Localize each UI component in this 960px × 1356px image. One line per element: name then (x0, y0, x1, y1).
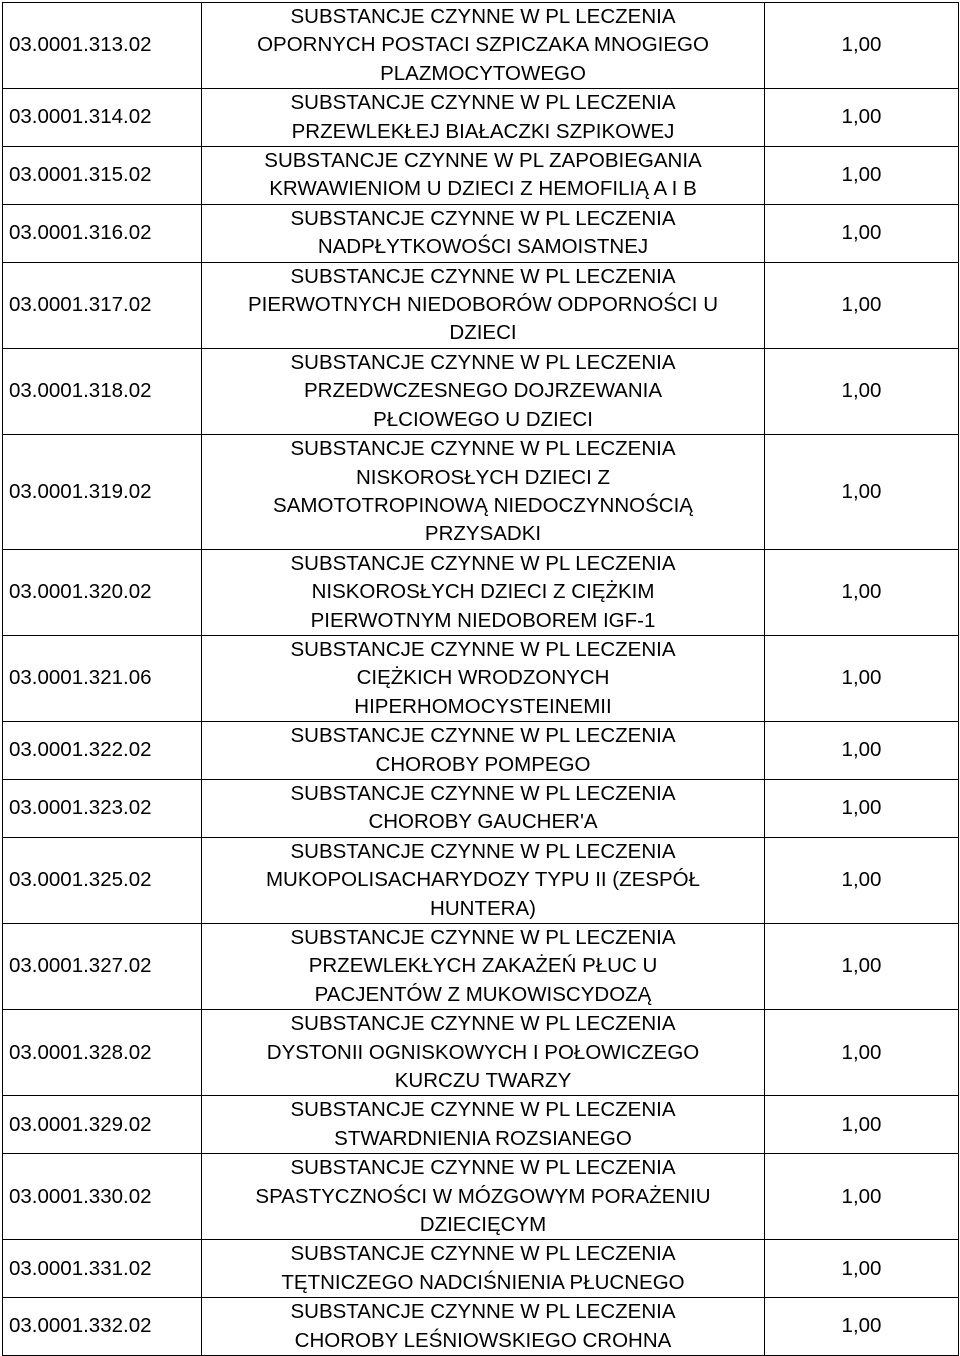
procedure-code: 03.0001.313.02 (3, 3, 202, 89)
table-body (3, 3, 959, 1356)
description-line: SUBSTANCJE CZYNNE W PL LECZENIA (290, 1300, 676, 1324)
description-line: SUBSTANCJE CZYNNE W PL LECZENIA (290, 926, 676, 949)
description-line: SUBSTANCJE CZYNNE W PL LECZENIA (290, 264, 676, 288)
description-line: PRZEDWCZESNEGO DOJRZEWANIA (304, 379, 662, 403)
description-line: DZIECIĘCYM (419, 1213, 547, 1237)
description-line: SUBSTANCJE CZYNNE W PL LECZENIA (290, 1098, 676, 1122)
procedure-code: 03.0001.314.02 (3, 89, 202, 147)
procedure-value: 1,00 (765, 89, 959, 147)
procedure-code: 03.0001.317.02 (3, 262, 202, 348)
table-row (3, 635, 959, 721)
table-row (3, 1240, 959, 1298)
description-line: NADPŁYTKOWOŚCI SAMOISTNEJ (317, 235, 649, 259)
description-line: SUBSTANCJE CZYNNE W PL LECZENIA (290, 1012, 676, 1036)
table-row (3, 924, 959, 1010)
description-line: SUBSTANCJE CZYNNE W PL LECZENIA (290, 1156, 676, 1180)
description-line: KURCZU TWARZY (394, 1069, 572, 1093)
table-row (3, 89, 959, 147)
procedure-description (202, 89, 765, 147)
description-line: TĘTNICZEGO NADCIŚNIENIA PŁUCNEGO (281, 1270, 685, 1294)
procedure-code: 03.0001.325.02 (3, 837, 202, 923)
procedure-code: 03.0001.330.02 (3, 1154, 202, 1240)
procedure-description (202, 837, 765, 923)
description-line: DZIECI (449, 321, 517, 345)
procedure-value: 1,00 (765, 262, 959, 348)
description-line: PIERWOTNYM NIEDOBOREM IGF-1 (310, 608, 656, 632)
procedure-code: 03.0001.319.02 (3, 435, 202, 550)
description-line: PŁCIOWEGO U DZIECI (373, 407, 593, 431)
procedure-value: 1,00 (765, 722, 959, 780)
procedure-description (202, 1298, 765, 1356)
description-line: CHOROBY GAUCHER'A (368, 810, 598, 834)
description-line: SUBSTANCJE CZYNNE W PL LECZENIA (290, 637, 676, 661)
procedure-description (202, 348, 765, 434)
procedure-value: 1,00 (765, 1298, 959, 1356)
description-line: SUBSTANCJE CZYNNE W PL LECZENIA (290, 551, 676, 575)
description-line: STWARDNIENIA ROZSIANEGO (334, 1126, 632, 1150)
description-line: PACJENTÓW Z MUKOWISCYDOZĄ (314, 982, 652, 1006)
procedure-description (202, 262, 765, 348)
description-line: PRZYSADKI (424, 522, 542, 546)
description-line: CIĘŻKICH WRODZONYCH (356, 666, 610, 690)
description-line: MUKOPOLISACHARYDOZY TYPU II (ZESPÓŁ (265, 868, 701, 892)
description-line: PLAZMOCYTOWEGO (380, 61, 586, 85)
procedure-value: 1,00 (765, 147, 959, 205)
description-line: DYSTONII OGNISKOWYCH I POŁOWICZEGO (266, 1040, 700, 1064)
description-line: OPORNYCH POSTACI SZPICZAKA MNOGIEGO (257, 33, 709, 57)
procedure-code: 03.0001.318.02 (3, 348, 202, 434)
procedure-description (202, 3, 765, 89)
procedure-description (202, 779, 765, 837)
procedure-value: 1,00 (765, 1010, 959, 1096)
procedure-code: 03.0001.323.02 (3, 779, 202, 837)
description-line: SUBSTANCJE CZYNNE W PL LECZENIA (290, 724, 676, 748)
description-line: SUBSTANCJE CZYNNE W PL LECZENIA (290, 437, 676, 461)
description-line: SUBSTANCJE CZYNNE W PL LECZENIA (290, 839, 676, 863)
procedure-code: 03.0001.321.06 (3, 635, 202, 721)
table-row (3, 1298, 959, 1356)
procedure-value: 1,00 (765, 837, 959, 923)
procedure-description (202, 722, 765, 780)
description-line: SUBSTANCJE CZYNNE W PL LECZENIA (290, 5, 676, 28)
procedure-value: 1,00 (765, 1154, 959, 1240)
description-line: SUBSTANCJE CZYNNE W PL LECZENIA (290, 350, 676, 374)
procedure-value: 1,00 (765, 924, 959, 1010)
description-line: SUBSTANCJE CZYNNE W PL LECZENIA (290, 781, 676, 805)
description-line: PIERWOTNYCH NIEDOBORÓW ODPORNOŚCI U (247, 293, 718, 317)
procedure-description (202, 549, 765, 635)
description-line: NISKOROSŁYCH DZIECI Z (355, 465, 610, 489)
procedure-description (202, 1240, 765, 1298)
procedure-description (202, 1010, 765, 1096)
procedure-value: 1,00 (765, 635, 959, 721)
procedure-description (202, 635, 765, 721)
procedure-code: 03.0001.328.02 (3, 1010, 202, 1096)
procedure-value: 1,00 (765, 435, 959, 550)
table-row (3, 549, 959, 635)
table-row (3, 435, 959, 550)
table-row (3, 3, 959, 89)
procedure-value: 1,00 (765, 348, 959, 434)
description-line: SUBSTANCJE CZYNNE W PL ZAPOBIEGANIA (264, 149, 702, 173)
procedure-description (202, 1154, 765, 1240)
procedure-value: 1,00 (765, 549, 959, 635)
table-row (3, 262, 959, 348)
table-row (3, 1154, 959, 1240)
description-line: PRZEWLEKŁEJ BIAŁACZKI SZPIKOWEJ (291, 119, 675, 143)
description-line: HUNTERA) (430, 896, 536, 920)
table-row (3, 1096, 959, 1154)
procedure-value: 1,00 (765, 1096, 959, 1154)
description-line: SUBSTANCJE CZYNNE W PL LECZENIA (290, 91, 676, 115)
description-line: NISKOROSŁYCH DZIECI Z CIĘŻKIM (311, 580, 655, 604)
procedure-value: 1,00 (765, 204, 959, 262)
procedure-code: 03.0001.332.02 (3, 1298, 202, 1356)
procedure-description (202, 204, 765, 262)
description-line: HIPERHOMOCYSTEINEMII (354, 694, 612, 718)
procedure-code: 03.0001.329.02 (3, 1096, 202, 1154)
procedure-code: 03.0001.327.02 (3, 924, 202, 1010)
procedure-code: 03.0001.322.02 (3, 722, 202, 780)
procedure-code: 03.0001.331.02 (3, 1240, 202, 1298)
procedure-value: 1,00 (765, 779, 959, 837)
description-line: CHOROBY LEŚNIOWSKIEGO CROHNA (294, 1328, 672, 1352)
procedure-description (202, 147, 765, 205)
description-line: CHOROBY POMPEGO (375, 752, 591, 776)
procedure-code: 03.0001.316.02 (3, 204, 202, 262)
table-row (3, 147, 959, 205)
procedures-table (2, 2, 959, 1356)
procedure-code: 03.0001.320.02 (3, 549, 202, 635)
table-row (3, 779, 959, 837)
procedure-description (202, 1096, 765, 1154)
procedure-value: 1,00 (765, 3, 959, 89)
description-line: PRZEWLEKŁYCH ZAKAŻEŃ PŁUC U (308, 954, 658, 978)
description-line: SPASTYCZNOŚCI W MÓZGOWYM PORAŻENIU (255, 1184, 711, 1208)
description-line: SUBSTANCJE CZYNNE W PL LECZENIA (290, 206, 676, 230)
description-line: KRWAWIENIOM U DZIECI Z HEMOFILIĄ A I B (269, 177, 697, 201)
procedure-value: 1,00 (765, 1240, 959, 1298)
table-row (3, 837, 959, 923)
procedure-code: 03.0001.315.02 (3, 147, 202, 205)
procedure-description (202, 924, 765, 1010)
table-row (3, 348, 959, 434)
description-line: SAMOTOTROPINOWĄ NIEDOCZYNNOŚCIĄ (273, 493, 693, 517)
table-row (3, 204, 959, 262)
table-row (3, 722, 959, 780)
table-row (3, 1010, 959, 1096)
description-line: SUBSTANCJE CZYNNE W PL LECZENIA (290, 1242, 676, 1266)
procedure-description (202, 435, 765, 550)
